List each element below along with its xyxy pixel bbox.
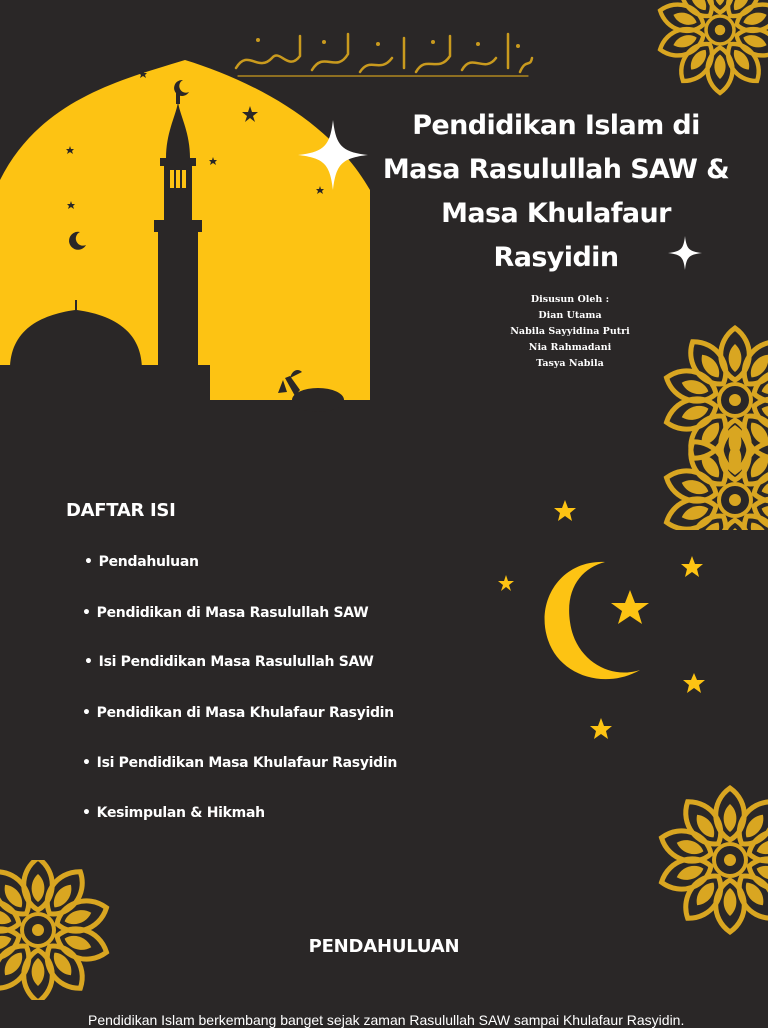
toc-item[interactable]: • Pendidikan di Masa Khulafaur Rasyidin — [82, 705, 394, 721]
crescent-moon-illustration — [480, 490, 720, 760]
mosque-illustration — [0, 60, 370, 432]
author-name: Tasya Nabila — [536, 358, 604, 369]
toc-item[interactable]: • Kesimpulan & Hikmah — [82, 805, 265, 821]
toc-item[interactable]: • Isi Pendidikan Masa Khulafaur Rasyidin — [82, 755, 398, 771]
mandala-ornament — [0, 860, 135, 1000]
toc-heading: DAFTAR ISI — [66, 500, 176, 521]
mandala-ornament — [640, 0, 768, 100]
author-name: Nia Rahmadani — [528, 342, 612, 353]
star-icon — [554, 500, 576, 521]
author-name: Dian Utama — [538, 310, 602, 321]
calligraphy — [228, 28, 538, 86]
star-icon — [681, 556, 703, 577]
star-icon — [611, 590, 649, 624]
crescent-icon — [545, 562, 640, 679]
toc-item[interactable]: • Isi Pendidikan Masa Rasulullah SAW — [84, 654, 374, 670]
author-name: Nabila Sayyidina Putri — [510, 326, 630, 337]
section-heading: PENDAHULUAN — [308, 936, 460, 957]
section-body: Pendidikan Islam berkembang banget sejak zaman Rasulullah SAW sampai Khulafaur Rasyidin. — [88, 1012, 685, 1028]
star-icon — [590, 718, 612, 739]
toc-item[interactable]: • Pendahuluan — [84, 554, 199, 570]
cover-title: Pendidikan Islam di Masa Rasulullah SAW & Masa Khulafaur Rasyidin — [382, 110, 730, 273]
star-icon — [683, 673, 705, 693]
credits-label: Disusun Oleh : — [530, 294, 610, 305]
sparkle-icon — [298, 120, 368, 190]
toc-item[interactable]: • Pendidikan di Masa Rasulullah SAW — [82, 605, 369, 621]
star-icon — [498, 575, 514, 591]
